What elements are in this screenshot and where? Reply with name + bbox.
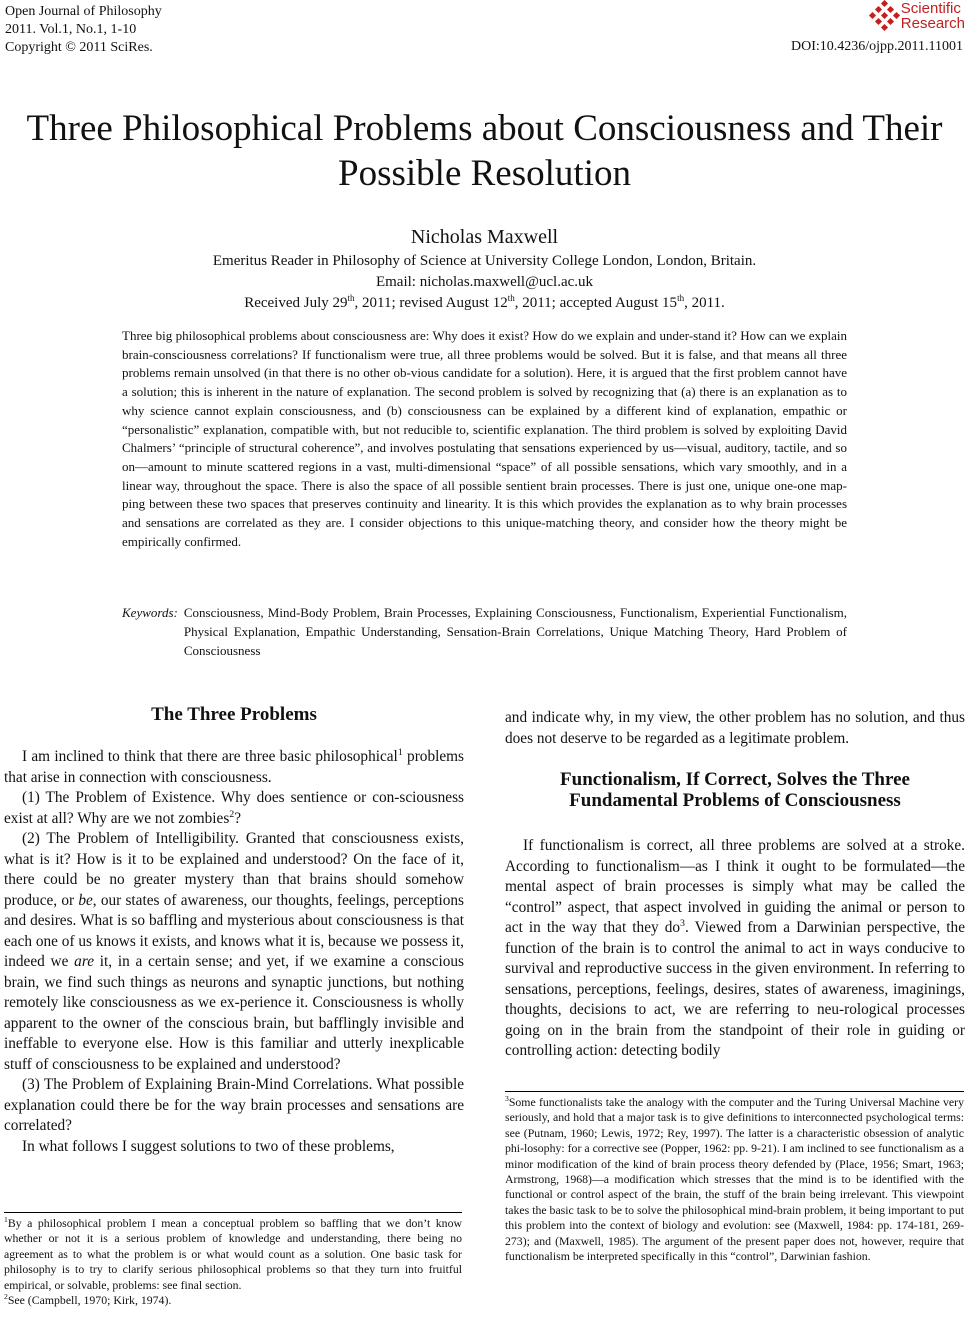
keywords-list: Consciousness, Mind-Body Problem, Brain Processes, Explaining Consciousness, Functionalism, Experiential Functionalism, Physical Explanation, Empathic Understanding, Sensation-Brain Correlations, Unique Matching Theory, Hard Problem of Consciousness: [183, 605, 847, 658]
footnote-2: $^2$See (Campbell, 1970; Kirk, 1974).: [4, 1292, 172, 1308]
journal-header: [5, 3, 162, 57]
section-heading-three-problems: The Three Problems: [151, 704, 317, 725]
abstract: Three big philosophical problems about consciousness are: Why does it exist? How do we explain and under-stand it? How can we explain brain-consciousness correlations? If functionalism were true, all three problems would be solved. But it is false, and that means all three problems remain unsolved (in that there is no other ob-vious candidate for a solution). Here, it is argued that the first problem cannot have a solution; this is inherent in the nature of explanation. The second problem is solved by recognizing that (a) there is an explanation as to why science cannot explain consciousness, and (b) consciousness can be explained by a different kind of explanation, empathic or “personalistic” explanation, compatible with, but not reducible to, scientific explanation. The third problem is solved by exploiting David Chalmers’ “principle of structural coherence”, and involves postulating that sensations experienced by us—visual, auditory, tactile, and so on—amount to minute scattered regions in a vast, multi-dimensional “space” of all possible sensations, which vary smoothly, and in a linear way, throughout the space. There is also the space of all possible sentient brain processes. There is just one, unique one-one map-ping between these two spaces that preserves continuity and linearity. It is this which provides the explanation as to why brain processes and sensations are correlated as they are. I consider objections to this unique-matching theory, and consider how the theory might be empirically confirmed.: [122, 328, 847, 549]
footnote-1: $^1$By a philosophical problem I mean a conceptual problem so baffling that we don’t know whether or not it is a serious problem of knowledge and understanding, there being no agreement as to what the problem is or what would count as a solution. One basic task for philosophy is to try to clarify serious philosophical problems so that they turn into fruitful empirical, or solvable, problems: see final section.: [4, 1215, 462, 1292]
email: Email: nicholas.maxwell@ucl.ac.uk: [375, 274, 594, 290]
paragraph: I am inclined to think that there are three basic philosophical$^1$ problems that arise in connection with consciousness.: [4, 746, 464, 786]
affiliation-block: [0, 251, 969, 314]
right-column: [505, 708, 965, 1062]
copyright: Copyright © 2011 SciRes.: [5, 40, 153, 55]
publisher-logo: [867, 0, 965, 32]
paragraph: (1) The Problem of Existence. Why does sentience or con-sciousness exist at all? Why are we not zombies$^2$?: [4, 789, 464, 827]
journal-volume: 2011. Vol.1, No.1, 1-10: [5, 22, 137, 37]
paragraph: and indicate why, in my view, the other problem has no solution, and thus does not deserve to be regarded as a legitimate problem.: [505, 709, 965, 747]
logo-text: Scientific Research: [900, 0, 965, 32]
keywords: [122, 603, 847, 660]
author-name: Nicholas Maxwell: [410, 226, 559, 248]
footnote-3: $^3$Some functionalists take the analogy with the computer and the Turing Universal Machine very seriously, and hold that a major task is to give definitions to interconnected psychological terms: see (Putnam, 1960; Lewis, 1972; Rey, 1997). The latter is a characteristic obsession of analytic phi-losophy: for a corrective see (Popper, 1962: pp. 9-21). I am inclined to see functionalism as a minor modification of the kind of brain process theory defended by (Place, 1956; Smart, 1963; Armstrong, 1968)—a modification which stresses that the mind is to be identified with the functional or control aspect of the brain, the stuff of the brain being irrelevant. This viewpoint takes the basic task to be to solve the philosophical mind-brain problem, it being important to put this problem into the context of biology and evolution: see (Maxwell, 1984: pp. 174-181, 269-273); and (Maxwell, 1985). The argument of the present paper does not, however, require that functionalism be interpreted specifically in this “control”, Darwinian fashion.: [505, 1094, 965, 1264]
left-footnotes: [4, 1212, 462, 1308]
keywords-label: Keywords:: [122, 605, 178, 620]
affiliation: Emeritus Reader in Philosophy of Science at University College London, London, Britain.: [212, 253, 757, 269]
paragraph: If functionalism is correct, all three problems are solved at a stroke. According to functionalism—as I think it ought to be formulated—the mental aspect of brain processes is simply what may be called the “control” aspect, that aspect involved in guiding the animal or person to act in the way that they $do^3$. Viewed from a Darwinian perspective, the function of the brain is to control the animal to act in ways conducive to survival and reproductive success in the given environment. In referring to sensations, perceptions, feelings, desires, states of awareness, imaginings, thoughts, decisions to act, we are referring to neu-rological processes going on in the brain from the standpoint of their role in guiding or controlling action: detecting bodily: [505, 837, 965, 1059]
paper-title: Three Philosophical Problems about Consciousness and Their Possible Resolution: [26, 108, 943, 194]
received-dates: Received July 29th, 2011; revised August 12th, 2011; accepted August 15th, 2011.: [244, 293, 725, 311]
journal-name: Open Journal of Philosophy: [5, 4, 162, 19]
left-column: [4, 704, 464, 1157]
paragraph: (3) The Problem of Explaining Brain-Mind Correlations. What possible explanation could there be for the way brain processes and sensations are correlated?: [4, 1076, 464, 1134]
doi: DOI:10.4236/ojpp.2011.11001: [790, 39, 963, 54]
paragraph: In what follows I suggest solutions to two of these problems,: [22, 1137, 395, 1155]
right-footnotes: [505, 1091, 964, 1264]
paragraph: (2) The Problem of Intelligibility. Granted that consciousness exists, what is it? How is it to be explained and understood? On the face of it, there could be no greater mystery than that brains should somehow produce, or be, our states of awareness, our thoughts, feelings, perceptions and desires. What is so baffling and mysterious about consciousness is that each one of us knows it exists, and knows what it is, because we possess it, indeed we are it, in a certain sense; and yet, if we examine a conscious brain, we find such things as neurons and synaptic junctions, but nothing remotely like consciousness as we ex-perience it. Consciousness is wholly apparent to the owner of the conscious brain, but bafflingly invisible and ineffable to everyone else. How is this familiar and utterly inexplicable stuff of consciousness to be explained and understood?: [4, 830, 465, 1073]
section-heading-functionalism: Functionalism, If Correct, Solves the Three Fundamental Problems of Consciousness: [560, 769, 910, 811]
scirp-logo-icon: [867, 0, 901, 32]
